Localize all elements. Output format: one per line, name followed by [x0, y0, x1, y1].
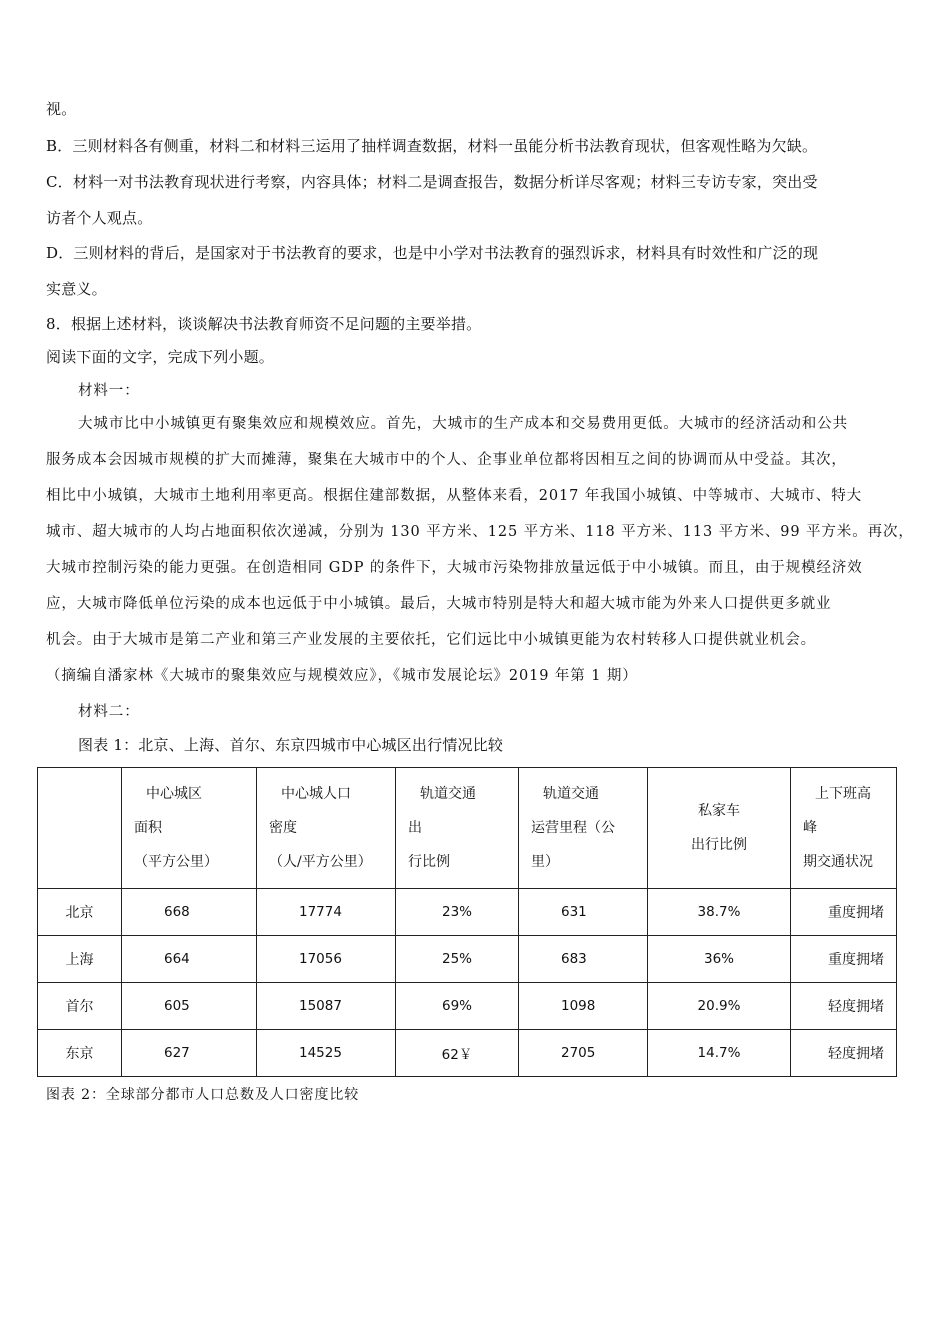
cell-rail-mileage: 631 [519, 889, 648, 936]
text-line: 访者个人观点。 [46, 209, 153, 227]
table-row [38, 1030, 897, 1077]
header-text: 出行比例 [691, 837, 747, 853]
cell-density: 17056 [257, 936, 396, 983]
table-header-row [38, 768, 897, 889]
header-text: 峰 [803, 820, 817, 836]
option-c: C．材料一对书法教育现状进行考察，内容具体；材料二是调查报告，数据分析详尽客观；材料三专访专家，突出受 [46, 173, 818, 191]
header-text: 面积 [134, 820, 162, 836]
text-line: 视。 [46, 100, 77, 118]
header-text: 期交通状况 [803, 854, 873, 870]
paragraph-line: 应，大城市降低单位污染的成本也远低于中小城镇。最后，大城市特别是特大和超大城市能为外来人口提供更多就业 [46, 596, 832, 612]
figure-1-caption: 图表 1：北京、上海、首尔、东京四城市中心城区出行情况比较 [78, 736, 504, 754]
paragraph-line: 机会。由于大城市是第二产业和第三产业发展的主要依托，它们远比中小城镇更能为农村转移人口提供就业机会。 [46, 632, 816, 648]
paragraph-line: 相比中小城镇，大城市土地利用率更高。根据住建部数据，从整体来看，2017 年我国小城镇、中等城市、大城市、特大 [46, 488, 863, 504]
option-b: B．三则材料各有侧重，材料二和材料三运用了抽样调查数据，材料一虽能分析书法教育现状，但客观性略为欠缺。 [46, 137, 818, 155]
paragraph-line: 大城市比中小城镇更有聚集效应和规模效应。首先，大城市的生产成本和交易费用更低。大城市的经济活动和公共 [78, 416, 848, 432]
cell-car-ratio: 36% [648, 936, 791, 983]
cell-city: 首尔 [38, 983, 122, 1030]
cell-car-ratio: 38.7% [648, 889, 791, 936]
header-rail-ratio [396, 768, 519, 889]
header-car-ratio [648, 768, 791, 889]
cell-traffic: 重度拥堵 [791, 936, 897, 983]
table-row [38, 889, 897, 936]
header-text: 轨道交通 [420, 786, 476, 802]
cell-rail-ratio: 62￥ [396, 1030, 519, 1077]
cell-rail-ratio: 69% [396, 983, 519, 1030]
header-text: （人/平方公里） [269, 854, 372, 870]
cell-rail-ratio: 25% [396, 936, 519, 983]
cell-rail-mileage: 1098 [519, 983, 648, 1030]
cell-rail-mileage: 2705 [519, 1030, 648, 1077]
cell-city: 北京 [38, 889, 122, 936]
header-text: 运营里程（公 [531, 820, 615, 836]
header-text: 中心城区 [146, 786, 202, 802]
table-row [38, 983, 897, 1030]
table-row [38, 936, 897, 983]
header-city [38, 768, 122, 889]
cell-area: 627 [122, 1030, 257, 1077]
question-8: 8．根据上述材料，谈谈解决书法教育师资不足问题的主要举措。 [46, 315, 482, 333]
cell-density: 14525 [257, 1030, 396, 1077]
header-text: 轨道交通 [543, 786, 599, 802]
cell-city: 上海 [38, 936, 122, 983]
header-text: 行比例 [408, 854, 450, 870]
cell-density: 15087 [257, 983, 396, 1030]
cell-area: 605 [122, 983, 257, 1030]
option-d: D．三则材料的背后，是国家对于书法教育的要求，也是中小学对书法教育的强烈诉求，材料具有时效性和广泛的现 [46, 244, 819, 262]
cell-area: 664 [122, 936, 257, 983]
header-text: 上下班高 [815, 786, 871, 802]
cell-traffic: 轻度拥堵 [791, 983, 897, 1030]
header-density [257, 768, 396, 889]
text-line: 实意义。 [46, 280, 107, 298]
cell-traffic: 轻度拥堵 [791, 1030, 897, 1077]
cell-car-ratio: 14.7% [648, 1030, 791, 1077]
reading-instruction: 阅读下面的文字，完成下列小题。 [46, 348, 275, 366]
header-text: 密度 [269, 820, 297, 836]
material-2-title: 材料二： [78, 704, 140, 720]
header-text: 出 [408, 820, 422, 836]
header-rail-mileage [519, 768, 648, 889]
paragraph-line: 服务成本会因城市规模的扩大而摊薄，聚集在大城市中的个人、企事业单位都将因相互之间的协调而从中受益。其次， [46, 452, 847, 468]
header-area [122, 768, 257, 889]
cell-density: 17774 [257, 889, 396, 936]
cell-traffic: 重度拥堵 [791, 889, 897, 936]
cell-city: 东京 [38, 1030, 122, 1077]
cell-rail-mileage: 683 [519, 936, 648, 983]
header-text: 私家车 [698, 803, 740, 819]
comparison-table [37, 767, 897, 1077]
figure-2-caption: 图表 2：全球部分都市人口总数及人口密度比较 [46, 1087, 360, 1103]
header-text: 中心城人口 [281, 786, 351, 802]
material-1-title: 材料一： [78, 383, 140, 399]
header-text: 里） [531, 854, 559, 870]
paragraph-line: 大城市控制污染的能力更强。在创造相同 GDP 的条件下，大城市污染物排放量远低于中小城镇。而且，由于规模经济效 [46, 560, 863, 576]
cell-area: 668 [122, 889, 257, 936]
cell-rail-ratio: 23% [396, 889, 519, 936]
header-text: （平方公里） [134, 854, 218, 870]
cell-car-ratio: 20.9% [648, 983, 791, 1030]
paragraph-line: 城市、超大城市的人均占地面积依次递减，分别为 130 平方米、125 平方米、118 平方米、113 平方米、99 平方米。再次， [46, 524, 914, 540]
header-traffic [791, 768, 897, 889]
source-citation: （摘编自潘家林《大城市的聚集效应与规模效应》，《城市发展论坛》2019 年第 1 期） [46, 668, 638, 684]
